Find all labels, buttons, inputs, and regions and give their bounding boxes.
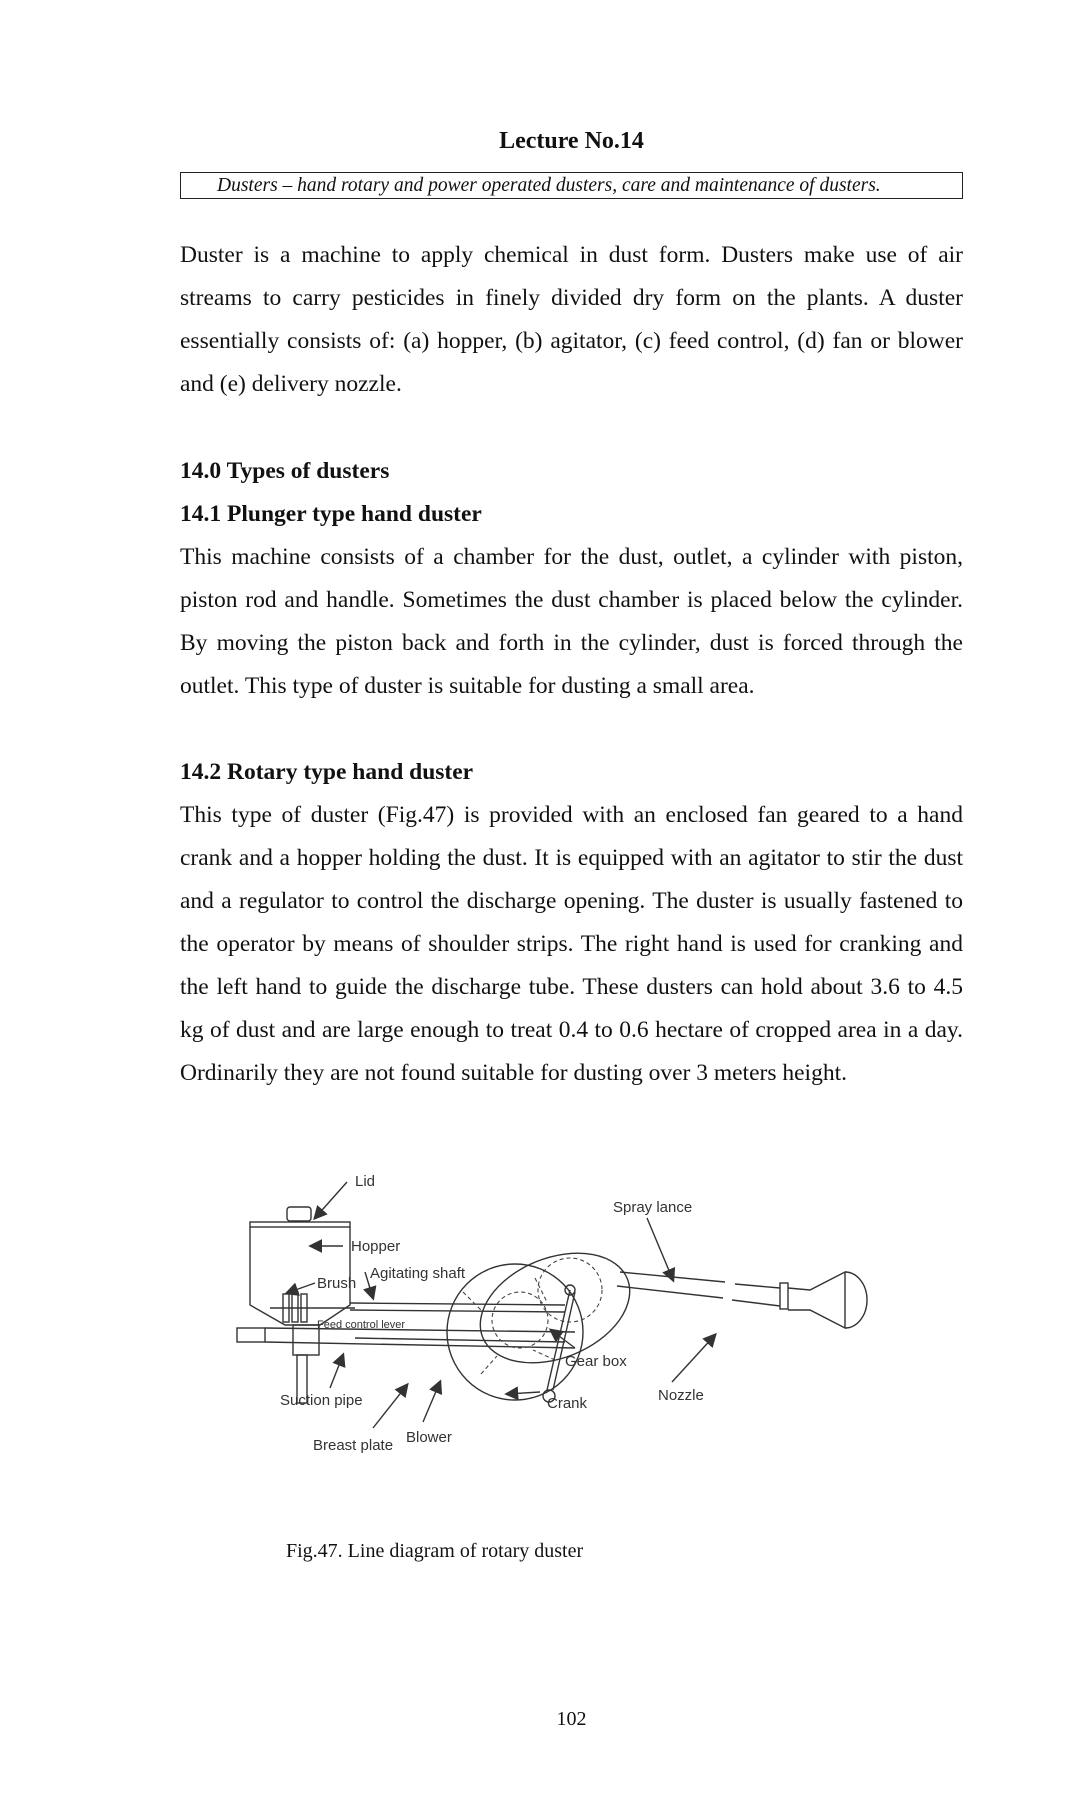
label-crank: Crank [547, 1395, 588, 1412]
rotary-duster-diagram [235, 1160, 885, 1490]
label-spray-lance: Spray lance [613, 1199, 693, 1216]
label-brush: Brush [317, 1275, 357, 1292]
label-hopper: Hopper [351, 1238, 401, 1255]
figure-caption: Fig.47. Line diagram of rotary duster [286, 1540, 584, 1562]
rotary-duster-drawing [235, 1160, 885, 1490]
label-breast-plate: Breast plate [313, 1437, 394, 1454]
label-suction-pipe: Suction pipe [280, 1392, 363, 1409]
section-heading-14-1: 14.1 Plunger type hand duster [180, 501, 482, 527]
section-heading-14-2: 14.2 Rotary type hand duster [180, 759, 474, 785]
label-nozzle: Nozzle [658, 1387, 704, 1404]
section-paragraph-14-2: This type of duster (Fig.47) is provided with an enclosed fan geared to a hand crank and a hopper holding the dust. It is equipped with an agitator to stir the dust and a regulator to control the discharge opening. The duster is usually fastened to the operator by means of shoulder strips. The right hand is used for cranking and the left hand to guide the discharge tube. These dusters can hold about 3.6 to 4.5 kg of dust and are large enough to treat 0.4 to 0.6 hectare of cropped area in a day. Ordinarily they are not found suitable for dusting over 3 meters height. [180, 802, 963, 1086]
brush-shape [270, 1292, 355, 1322]
label-feed-control-lever: Feed control lever [317, 1319, 406, 1331]
label-lid: Lid [355, 1173, 376, 1190]
page-number: 102 [556, 1708, 587, 1730]
nozzle-shape [788, 1272, 867, 1328]
crank-shape [543, 1290, 575, 1402]
label-agitating-shaft: Agitating shaft [370, 1265, 466, 1282]
subtitle-box [180, 172, 963, 199]
label-blower: Blower [406, 1429, 452, 1446]
section-heading-14-0: 14.0 Types of dusters [180, 458, 390, 484]
intro-paragraph: Duster is a machine to apply chemical in dust form. Dusters make use of air streams to carry pesticides in finely divided dry form on the plants. A duster essentially consists of: (a) hopper, (b) agitator, (c) feed control, (d) fan or blower and (e) delivery nozzle. [180, 242, 963, 397]
section-paragraph-14-1: This machine consists of a chamber for the dust, outlet, a cylinder with piston, piston rod and handle. Sometimes the dust chamber is placed below the cylinder. By moving the piston back and forth in the cylinder, dust is forced through the outlet. This type of duster is suitable for dusting a small area. [180, 544, 963, 699]
lecture-title: Lecture No.14 [499, 128, 644, 154]
label-gear-box: Gear box [565, 1353, 627, 1370]
lecture-subtitle: Dusters – hand rotary and power operated dusters, care and maintenance of dusters. [217, 175, 881, 196]
spray-lance-shape [617, 1272, 788, 1309]
